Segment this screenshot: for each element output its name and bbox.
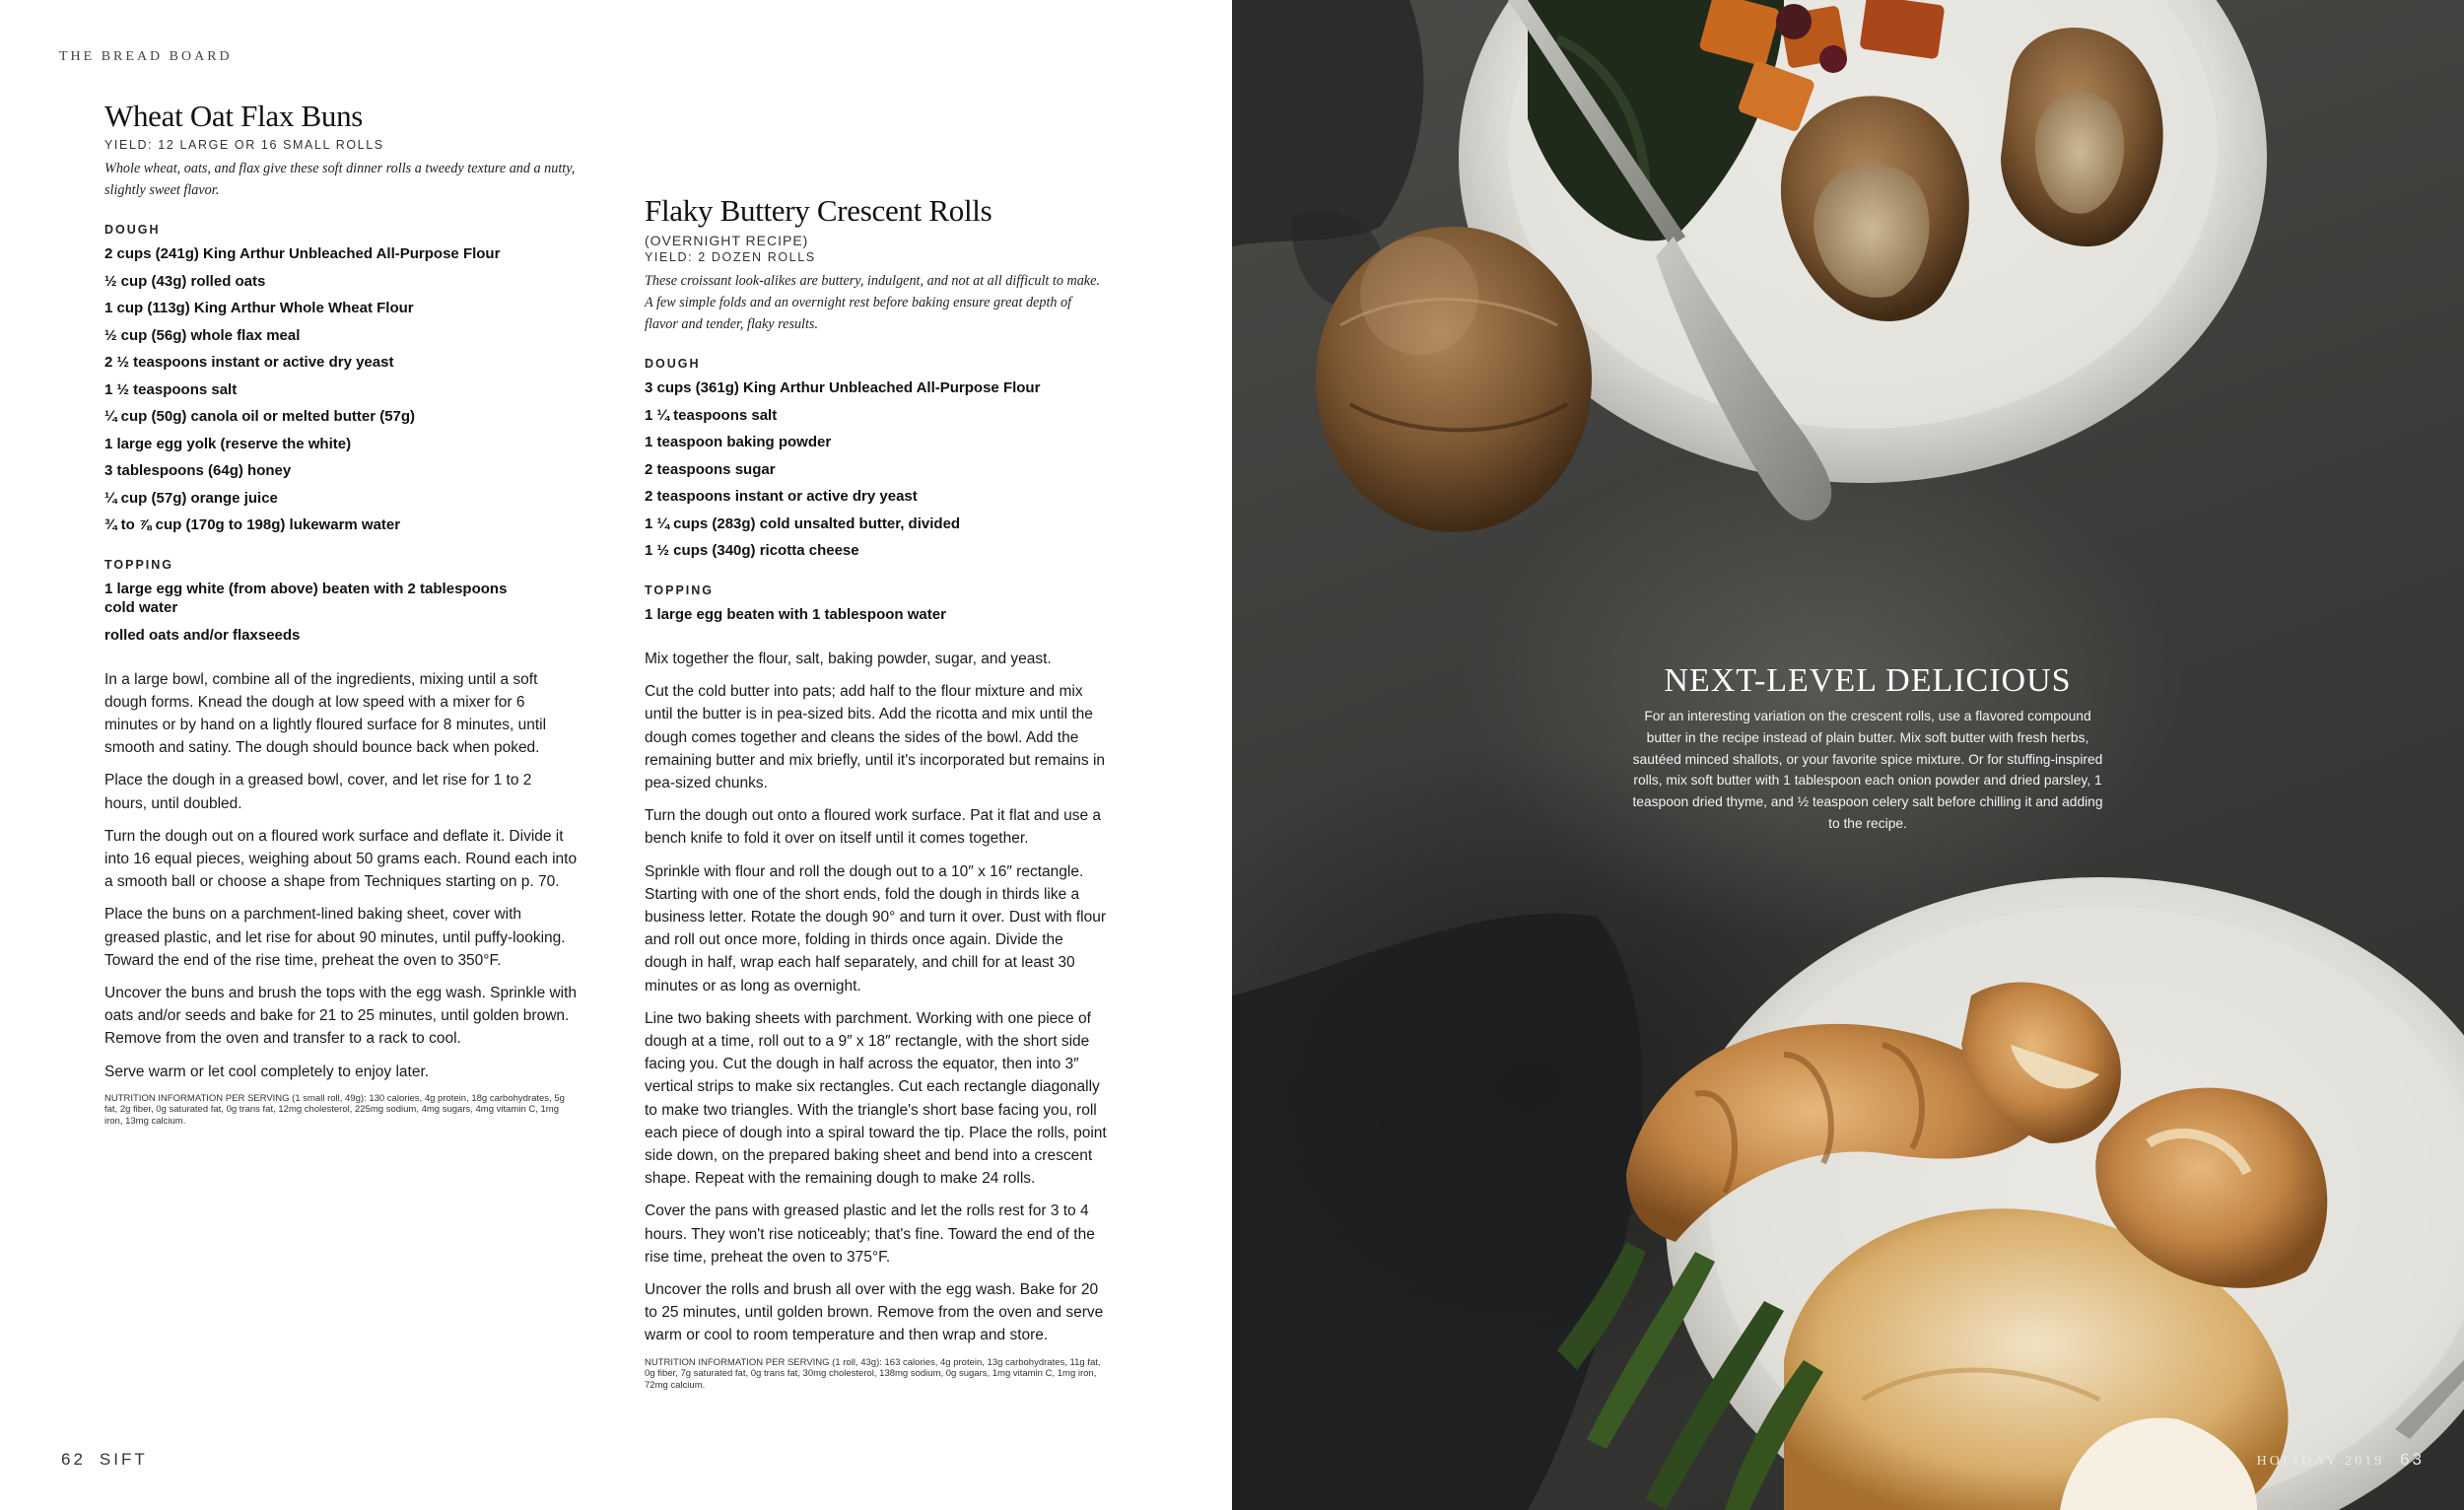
ingredient: 2 teaspoons instant or active dry yeast — [645, 488, 918, 505]
ingredient: 2 cups (241g) King Arthur Unbleached All-Purpose Flour — [104, 245, 501, 262]
recipe-title: Wheat Oat Flax Buns — [104, 99, 364, 133]
dough-heading: DOUGH — [645, 357, 701, 371]
ingredient: rolled oats and/or flaxseeds — [104, 626, 301, 644]
recipe-yield: YIELD: 12 LARGE OR 16 SMALL ROLLS — [104, 138, 384, 152]
method-step: Sprinkle with flour and roll the dough out to a 10″ x 16″ rectangle. Starting with one of the short ends, fold the dough in thirds like a business letter. Rotate the dough 90° and turn it over. Dust with flour and roll out once more, folding in thirds once again. Divide the dough in half, wrap each half separately, and chill for at least 30 minutes or as long as overnight. — [645, 862, 1107, 995]
method-step: Line two baking sheets with parchment. Working with one piece of dough at a time, roll out to a 9″ x 18″ rectangle, with the short side facing you. Cut the dough in half across the equator, then into 3″ vertical strips to make six rectangles. Cut each rectangle diagonally to make two triangles. With the triangle's short base facing you, roll each piece of dough into a spiral toward the tip. Place the rolls, point side down, on the prepared baking sheet and bend into a crescent shape. Repeat with the remaining dough to make 24 rolls. — [645, 1009, 1107, 1188]
ingredient: 1 large egg yolk (reserve the white) — [104, 435, 352, 452]
dough-heading: DOUGH — [104, 223, 161, 237]
ingredient: 2 teaspoons sugar — [645, 460, 776, 478]
recipe-yield: YIELD: 2 DOZEN ROLLS — [645, 250, 816, 264]
ingredient: 1 cup (113g) King Arthur Whole Wheat Flour — [104, 300, 414, 316]
ingredient: 1 ½ cups (340g) ricotta cheese — [645, 542, 859, 559]
ingredient: ¾ to ⅞ cup (170g to 198g) lukewarm water — [104, 516, 401, 533]
method-step: Mix together the flour, salt, baking powder, sugar, and yeast. — [645, 651, 1052, 667]
page-number: 62 — [61, 1450, 86, 1469]
method-steps — [104, 668, 578, 1083]
dough-ingredient-list — [104, 244, 578, 534]
ingredient: 1 large egg white (from above) beaten with 2 tablespoons cold water — [104, 581, 508, 616]
recipe-subtitle: (OVERNIGHT RECIPE) — [645, 233, 809, 248]
section-label: THE BREAD BOARD — [59, 49, 233, 64]
nutrition-info: NUTRITION INFORMATION PER SERVING (1 small roll, 49g): 130 calories, 4g protein, 18g carbohydrates, 5g fat, 2g fiber, 0g saturated fat, 0g trans fat, 12mg cholesterol, 225mg sodium, 4mg sugars, 4mg vitamin C, 1mg iron, 13mg calcium. — [104, 1092, 565, 1127]
ingredient: 1 ¼ cups (283g) cold unsalted butter, divided — [645, 515, 961, 532]
method-step: Turn the dough out on a floured work surface and deflate it. Divide it into 16 equal pieces, weighing about 50 grams each. Round each into a smooth ball or choose a shape from Techniques starting on p. 70. — [104, 827, 578, 891]
method-step: In a large bowl, combine all of the ingredients, mixing until a soft dough forms. Knead the dough at low speed with a mixer for 6 minutes or by hand on a lightly floured surface for 8 minutes, until smooth and satiny. The dough should bounce back when poked. — [104, 670, 547, 757]
recipe-flaky-buttery-crescent-rolls — [645, 193, 1108, 1391]
topping-ingredient-list — [645, 605, 1108, 624]
ingredient: 3 tablespoons (64g) honey — [104, 462, 292, 479]
method-step: Cover the pans with greased plastic and let the rolls rest for 3 to 4 hours. They won't rise noticeably; that's fine. Toward the end of the rise time, preheat the oven to 375°F. — [645, 1202, 1095, 1266]
ingredient: ½ cup (43g) rolled oats — [104, 272, 266, 290]
right-page-photo — [1232, 0, 2464, 1510]
recipe-intro: These croissant look-alikes are buttery, indulgent, and not at all difficult to make. A few simple folds and an overnight rest before baking ensure great depth of flavor and tender, flaky results. — [645, 273, 1100, 332]
ingredient: ¼ cup (57g) orange juice — [104, 489, 278, 507]
ingredient: ½ cup (56g) whole flax meal — [104, 326, 301, 344]
page-folio-left — [61, 1450, 148, 1470]
topping-heading: TOPPING — [104, 558, 174, 572]
method-step: Cut the cold butter into pats; add half to the flour mixture and mix until the butter is in pea-sized bits. Add the ricotta and mix until the dough comes together and cleans the sides of the bowl. Add the remaining butter and mix briefly, until it's incorporated but remains in pea-sized chunks. — [645, 683, 1106, 792]
method-step: Turn the dough out onto a floured work surface. Pat it flat and use a bench knife to fold it over on itself until it comes together. — [645, 807, 1101, 848]
ingredient: 1 teaspoon baking powder — [645, 434, 832, 450]
ingredient: 1 ½ teaspoons salt — [104, 380, 238, 398]
ingredient: 1 large egg beaten with 1 tablespoon water — [645, 606, 946, 623]
recipe-wheat-oat-flax-buns — [104, 99, 578, 1127]
topping-heading: TOPPING — [645, 583, 715, 597]
ingredient: 3 cups (361g) King Arthur Unbleached All-Purpose Flour — [645, 379, 1041, 396]
nutrition-info: NUTRITION INFORMATION PER SERVING (1 roll, 43g): 163 calories, 4g protein, 13g carbohydrates, 11g fat, 0g fiber, 7g saturated fat, 0g trans fat, 30mg cholesterol, 138mg sodium, 0g sugars, 1mg vitamin C, 1mg iron, 72mg calcium. — [645, 1356, 1101, 1391]
topping-ingredient-list — [104, 580, 518, 645]
magazine-name: SIFT — [99, 1450, 148, 1469]
recipe-intro: Whole wheat, oats, and flax give these soft dinner rolls a tweedy texture and a nutty, slightly sweet flavor. — [104, 161, 576, 198]
recipe-title: Flaky Buttery Crescent Rolls — [645, 193, 992, 228]
method-step: Place the buns on a parchment-lined baking sheet, cover with greased plastic, and let rise for about 90 minutes, until puffy-looking. Toward the end of the rise time, preheat the oven to 350°F. — [104, 906, 566, 969]
callout-text: For an interesting variation on the crescent rolls, use a flavored compound butter in the recipe instead of plain butter. Mix soft butter with fresh herbs, sautéed minced shallots, or your favorite spice mixture. Or for stuffing-inspired rolls, mix soft butter with 1 tablespoon each onion powder and dried parsley, 1 teaspoon dried thyme, and ½ teaspoon celery salt before chilling it and adding to the recipe. — [1632, 709, 2103, 831]
method-steps — [645, 648, 1108, 1347]
ingredient: 1 ¼ teaspoons salt — [645, 406, 778, 424]
method-step: Uncover the buns and brush the tops with the egg wash. Sprinkle with oats and/or seeds and bake for 21 to 25 minutes, until golden brown. Remove from the oven and transfer to a rack to cool. — [104, 984, 578, 1048]
issue-name: HOLIDAY 2019 — [2256, 1454, 2385, 1469]
callout-title: NEXT-LEVEL DELICIOUS — [1664, 662, 2072, 699]
method-step: Uncover the rolls and brush all over with the egg wash. Bake for 20 to 25 minutes, until golden brown. Remove from the oven and serve warm or cool to room temperature and then wrap and store. — [645, 1281, 1104, 1344]
method-step: Place the dough in a greased bowl, cover, and let rise for 1 to 2 hours, until doubled. — [104, 772, 532, 812]
dough-ingredient-list — [645, 378, 1108, 560]
ingredient: 2 ½ teaspoons instant or active dry yeast — [104, 354, 394, 371]
ingredient: ¼ cup (50g) canola oil or melted butter (57g) — [104, 408, 416, 425]
page-number: 63 — [2400, 1450, 2425, 1469]
callout-box — [1626, 662, 2109, 835]
method-step: Serve warm or let cool completely to enjoy later. — [104, 1063, 430, 1080]
page-folio-right — [2257, 1450, 2425, 1470]
